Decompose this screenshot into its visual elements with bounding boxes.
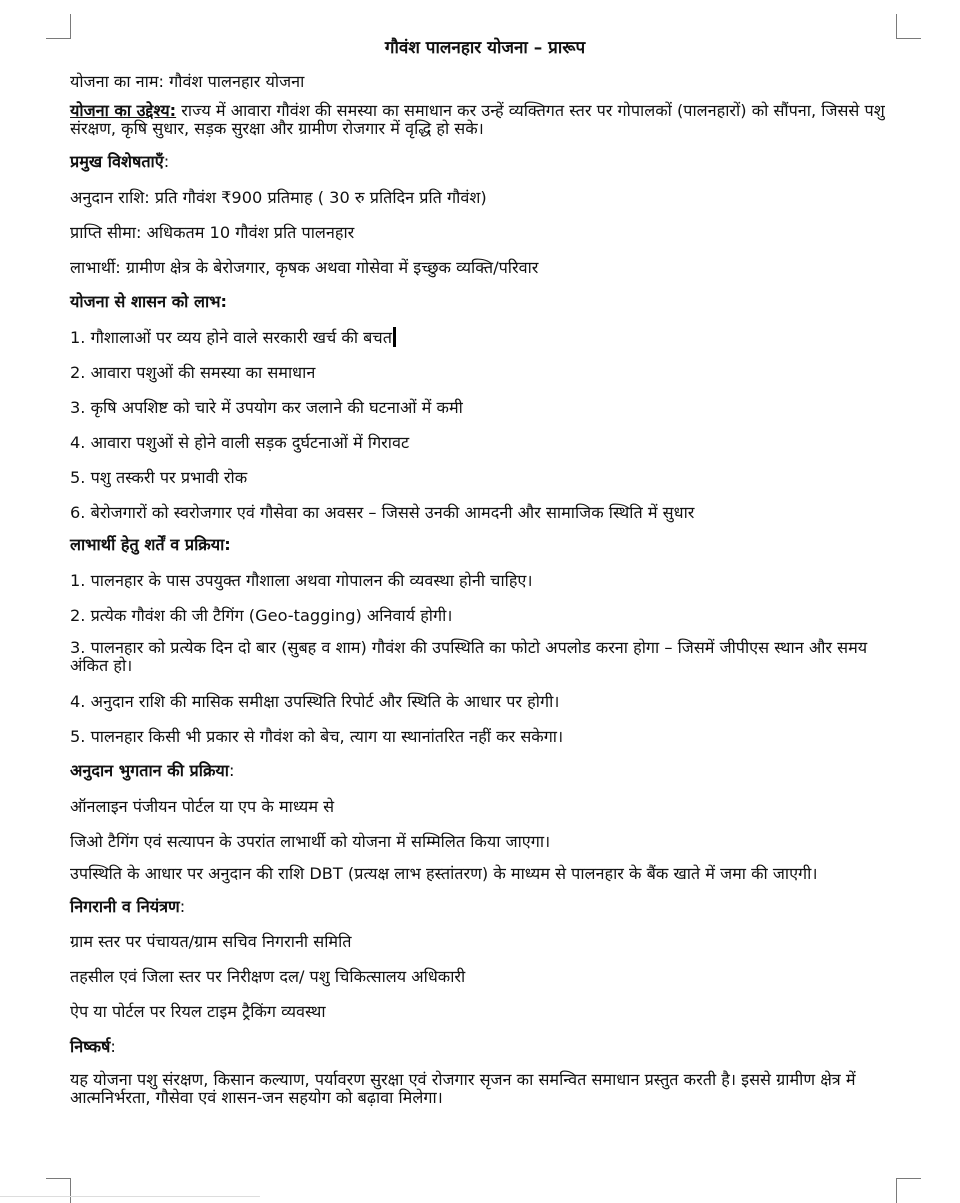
payment-item: उपस्थिति के आधार पर अनुदान की राशि DBT (प्रत्यक्ष लाभ हस्तांतरण) के माध्यम से पालनहार के बैंक खाते में जमा की जाएगी। [70, 864, 818, 883]
benefit-item: 4. आवारा पशुओं से होने वाली सड़क दुर्घटनाओं में गिरावट [70, 433, 410, 452]
payment-item: ऑनलाइन पंजीयन पोर्टल या एप के माध्यम से [70, 797, 335, 816]
conclusion-paragraph: यह योजना पशु संरक्षण, किसान कल्याण, पर्यावरण सुरक्षा एवं रोजगार सृजन का समन्वित समाधान प्रस्तुत करती है। इससे ग्रामीण क्षेत्र में आत्मनिर्भरता, गौसेवा एवं शासन-जन सहयोग को बढ़ावा मिलेगा। [70, 1070, 856, 1107]
objective-paragraph [70, 102, 900, 138]
crop-mark-top-left [46, 14, 71, 39]
condition-item: 2. प्रत्येक गौवंश की जी टैगिंग (Geo-tagging) अनिवार्य होगी। [70, 606, 453, 625]
conclusion-heading: निष्कर्ष: [70, 1037, 116, 1056]
text-cursor [393, 327, 396, 347]
benefit-item: 2. आवारा पशुओं की समस्या का समाधान [70, 363, 316, 382]
page-bottom-rule [0, 1196, 260, 1197]
benefits-heading: योजना से शासन को लाभ: [70, 292, 228, 311]
monitoring-item: ग्राम स्तर पर पंचायत/ग्राम सचिव निगरानी समिति [70, 932, 352, 951]
feature-item: प्राप्ति सीमा: अधिकतम 10 गौवंश प्रति पालनहार [70, 223, 355, 242]
condition-item: 3. पालनहार को प्रत्येक दिन दो बार (सुबह व शाम) गौवंश की उपस्थिति का फोटो अपलोड करना होगा – जिसमें जीपीएस स्थान और समय अंकित हो। [70, 638, 868, 675]
features-heading: प्रमुख विशेषताएँ: [70, 152, 170, 171]
monitoring-item: ऐप या पोर्टल पर रियल टाइम ट्रैकिंग व्यवस्था [70, 1002, 326, 1021]
document-title: गौवंश पालनहार योजना – प्रारूप [384, 38, 586, 58]
benefit-item: 6. बेरोजगारों को स्वरोजगार एवं गौसेवा का अवसर – जिससे उनकी आमदनी और सामाजिक स्थिति में सुधार [70, 503, 695, 522]
document-body[interactable] [70, 36, 900, 1107]
feature-item: अनुदान राशि: प्रति गौवंश ₹900 प्रतिमाह ( 30 रु प्रतिदिन प्रति गौवंश) [70, 188, 487, 207]
condition-item: 1. पालनहार के पास उपयुक्त गौशाला अथवा गोपालन की व्यवस्था होनी चाहिए। [70, 571, 533, 590]
payment-item: जिओ टैगिंग एवं सत्यापन के उपरांत लाभार्थी को योजना में सम्मिलित किया जाएगा। [70, 832, 551, 851]
monitoring-heading: निगरानी व नियंत्रण: [70, 897, 186, 916]
condition-item: 4. अनुदान राशि की मासिक समीक्षा उपस्थिति रिपोर्ट और स्थिति के आधार पर होगी। [70, 692, 560, 711]
crop-mark-bottom-left [46, 1178, 71, 1203]
benefit-item: 3. कृषि अपशिष्ट को चारे में उपयोग कर जलाने की घटनाओं में कमी [70, 398, 463, 417]
monitoring-item: तहसील एवं जिला स्तर पर निरीक्षण दल/ पशु चिकित्सालय अधिकारी [70, 967, 466, 986]
objective-text: राज्य में आवारा गौवंश की समस्या का समाधान कर उन्हें व्यक्तिगत स्तर पर गोपालकों (पालनहारों) को सौंपना, जिससे पशु संरक्षण, कृषि सुधार, सड़क सुरक्षा और ग्रामीण रोजगार में वृद्धि हो सके। [70, 101, 885, 138]
benefit-item: 5. पशु तस्करी पर प्रभावी रोक [70, 468, 248, 487]
crop-mark-bottom-right [896, 1178, 921, 1203]
benefit-item: 1. गौशालाओं पर व्यय होने वाले सरकारी खर्च की बचत [70, 326, 900, 350]
conditions-heading: लाभार्थी हेतु शर्तें व प्रक्रिया: [70, 535, 231, 554]
objective-label: योजना का उद्देश्य: [70, 101, 177, 120]
scheme-name: योजना का नाम: गौवंश पालनहार योजना [70, 72, 305, 91]
condition-item: 5. पालनहार किसी भी प्रकार से गौवंश को बेच, त्याग या स्थानांतरित नहीं कर सकेगा। [70, 727, 564, 746]
payment-heading: अनुदान भुगतान की प्रक्रिया: [70, 761, 235, 780]
feature-item: लाभार्थी: ग्रामीण क्षेत्र के बेरोजगार, कृषक अथवा गोसेवा में इच्छुक व्यक्ति/परिवार [70, 258, 539, 277]
